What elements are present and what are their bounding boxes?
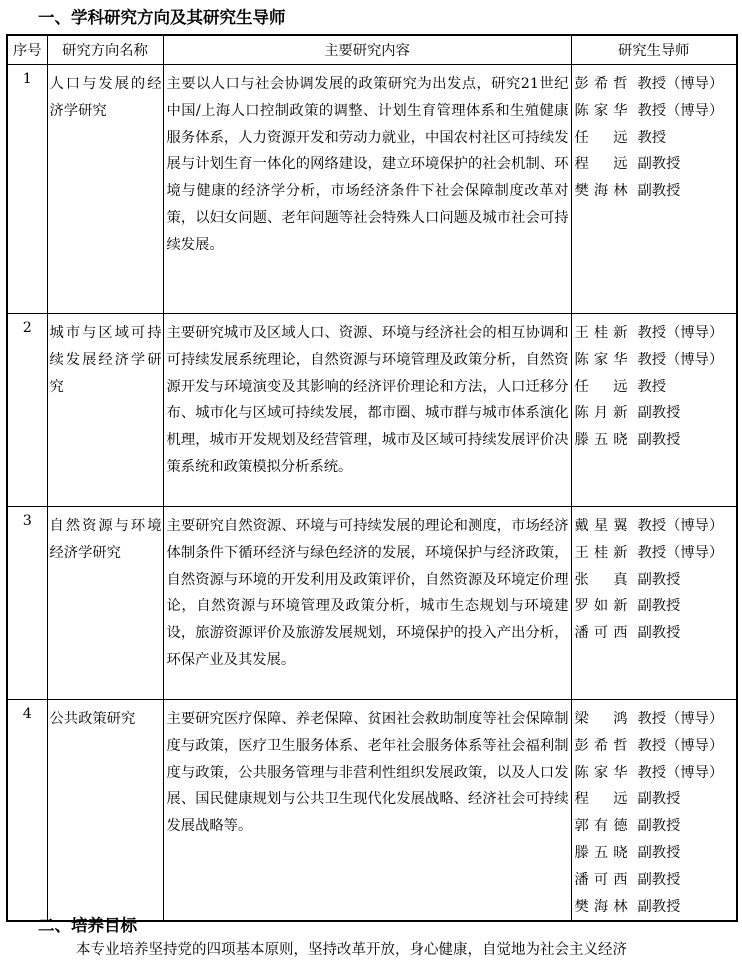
advisor-title: 教授（博导） bbox=[637, 544, 724, 561]
advisor-name: 陈家华 bbox=[574, 351, 628, 368]
advisor-name: 陈月新 bbox=[574, 405, 628, 422]
advisor bbox=[575, 760, 735, 787]
direction-name: 公共政策研究 bbox=[47, 700, 163, 922]
advisor bbox=[575, 840, 735, 867]
advisor bbox=[575, 320, 735, 347]
advisor-title: 教授（博导） bbox=[637, 102, 724, 119]
advisor-title: 副教授 bbox=[637, 844, 681, 861]
advisor-name: 彭希哲 bbox=[574, 737, 628, 754]
advisor-name: 程 远 bbox=[574, 156, 628, 173]
advisor bbox=[575, 151, 735, 178]
table-row bbox=[7, 700, 737, 922]
advisor-title: 教授 bbox=[637, 129, 667, 146]
advisor-name: 王桂新 bbox=[574, 325, 628, 341]
header-content: 主要研究内容 bbox=[163, 35, 571, 65]
row-number: 4 bbox=[7, 700, 47, 922]
advisor-title: 教授（博导） bbox=[637, 711, 724, 727]
advisor-name: 任 远 bbox=[574, 129, 628, 146]
advisor bbox=[575, 894, 735, 921]
research-directions-table bbox=[6, 34, 738, 922]
advisor-title: 副教授 bbox=[637, 818, 681, 835]
research-content: 主要研究医疗保障、养老保障、贫困社会救助制度等社会保障制度与政策，医疗卫生服务体系、老年社会服务体系等社会福利制度与政策，公共服务管理与非营利性组织发展政策，以及人口发展、国民健康规划与公共卫生现代化发展战略、经济社会可持续发展战略等。 bbox=[163, 700, 571, 922]
advisor bbox=[575, 178, 735, 205]
advisor bbox=[575, 540, 735, 567]
advisor-title: 教授 bbox=[637, 378, 667, 395]
research-content: 主要研究城市及区域人口、资源、环境与经济社会的相互协调和可持续发展系统理论，自然资源与环境管理及政策分析，自然资源开发与环境演变及其影响的经济评价理论和方法，人口迁移分布、城市化与区域可持续发展，都市圈、城市群与城市体系演化机理，城市开发规划及经营管理，城市及区域可持续发展评价决策系统和政策模拟分析系统。 bbox=[163, 314, 571, 507]
advisor-title: 教授（博导） bbox=[637, 76, 724, 92]
advisor-name: 罗如新 bbox=[574, 598, 628, 615]
advisor bbox=[575, 400, 735, 427]
section-1-title: 一、学科研究方向及其研究生导师 bbox=[38, 8, 286, 27]
advisor bbox=[575, 733, 735, 760]
advisor bbox=[575, 347, 735, 374]
advisor-name: 潘可西 bbox=[574, 871, 628, 888]
advisor-title: 副教授 bbox=[637, 432, 681, 449]
table-row bbox=[7, 65, 737, 314]
direction-name: 人口与发展的经济学研究 bbox=[47, 65, 163, 314]
advisor bbox=[575, 125, 735, 152]
row-number: 2 bbox=[7, 314, 47, 507]
advisor bbox=[575, 706, 735, 733]
advisor bbox=[575, 593, 735, 620]
row-number: 1 bbox=[7, 65, 47, 314]
advisor bbox=[575, 71, 735, 98]
advisor bbox=[575, 567, 735, 594]
advisor-name: 潘可西 bbox=[574, 625, 628, 642]
advisor bbox=[575, 374, 735, 401]
advisor-title: 副教授 bbox=[637, 571, 681, 588]
table-row bbox=[7, 314, 737, 507]
advisor bbox=[575, 786, 735, 813]
advisor-title: 副教授 bbox=[637, 183, 681, 200]
header-advisors: 研究生导师 bbox=[571, 35, 737, 65]
advisor-list bbox=[571, 65, 737, 314]
advisor-list bbox=[571, 507, 737, 700]
advisor bbox=[575, 513, 735, 540]
advisor-name: 滕五晓 bbox=[574, 844, 628, 861]
advisor bbox=[575, 620, 735, 647]
advisor-name: 滕五晓 bbox=[574, 432, 628, 449]
advisor-title: 副教授 bbox=[637, 625, 681, 642]
advisor-title: 副教授 bbox=[637, 598, 681, 615]
advisor-name: 张 真 bbox=[574, 571, 628, 588]
table-row bbox=[7, 507, 737, 700]
advisor-title: 教授（博导） bbox=[637, 325, 724, 341]
advisor-name: 戴星翼 bbox=[574, 518, 628, 534]
advisor-title: 教授（博导） bbox=[637, 764, 724, 781]
row-number: 3 bbox=[7, 507, 47, 700]
advisor bbox=[575, 867, 735, 894]
section-2-paragraph: 本专业培养坚持党的四项基本原则，坚持改革开放，身心健康，自觉地为社会主义经济 bbox=[76, 942, 627, 958]
advisor-title: 副教授 bbox=[637, 405, 681, 422]
research-content: 主要以人口与社会协调发展的政策研究为出发点，研究21世纪中国/上海人口控制政策的调整、计划生育管理体系和生殖健康服务体系，人力资源开发和劳动力就业，中国农村社区可持续发展与计划生育一体化的网络建设，建立环境保护的社会机制、环境与健康的经济学分析，市场经济条件下社会保障制度改革对策，以妇女问题、老年问题等社会特殊人口问题及城市社会可持续发展。 bbox=[163, 65, 571, 314]
advisor-name: 郭有德 bbox=[574, 818, 628, 835]
research-content: 主要研究自然资源、环境与可持续发展的理论和测度，市场经济体制条件下循环经济与绿色经济的发展，环境保护与经济政策， 自然资源与环境的开发利用及政策评价，自然资源及环境定价理论，自然资源与环境管理及政策分析，城市生态规划与环境建设，旅游资源评价及旅游发展规划，环境保护的投入产出分析，环保产业及其发展。 bbox=[163, 507, 571, 700]
direction-name: 城市与区域可持续发展经济学研究 bbox=[47, 314, 163, 507]
advisor-name: 程 远 bbox=[574, 791, 628, 808]
advisor bbox=[575, 98, 735, 125]
advisor-list bbox=[571, 314, 737, 507]
advisor-name: 樊海林 bbox=[574, 183, 628, 200]
advisor-title: 副教授 bbox=[637, 898, 681, 915]
advisor-title: 教授（博导） bbox=[637, 737, 724, 754]
advisor-title: 教授（博导） bbox=[637, 351, 724, 368]
advisor bbox=[575, 427, 735, 454]
header-direction: 研究方向名称 bbox=[47, 35, 163, 65]
advisor-title: 副教授 bbox=[637, 156, 681, 173]
advisor-name: 任 远 bbox=[574, 378, 628, 395]
advisor-name: 陈家华 bbox=[574, 764, 628, 781]
advisor-name: 樊海林 bbox=[574, 898, 628, 915]
section-2-title: 二、培养目标 bbox=[38, 916, 137, 935]
advisor-title: 副教授 bbox=[637, 871, 681, 888]
header-no: 序号 bbox=[7, 35, 47, 65]
advisor-name: 彭希哲 bbox=[574, 76, 628, 92]
advisor-name: 陈家华 bbox=[574, 102, 628, 119]
direction-name: 自然资源与环境经济学研究 bbox=[47, 507, 163, 700]
advisor-name: 王桂新 bbox=[574, 544, 628, 561]
advisor bbox=[575, 813, 735, 840]
advisor-list bbox=[571, 700, 737, 922]
advisor-title: 教授（博导） bbox=[637, 518, 724, 534]
advisor-name: 梁 鸿 bbox=[574, 711, 628, 727]
table-header-row bbox=[7, 35, 737, 65]
advisor-title: 副教授 bbox=[637, 791, 681, 808]
